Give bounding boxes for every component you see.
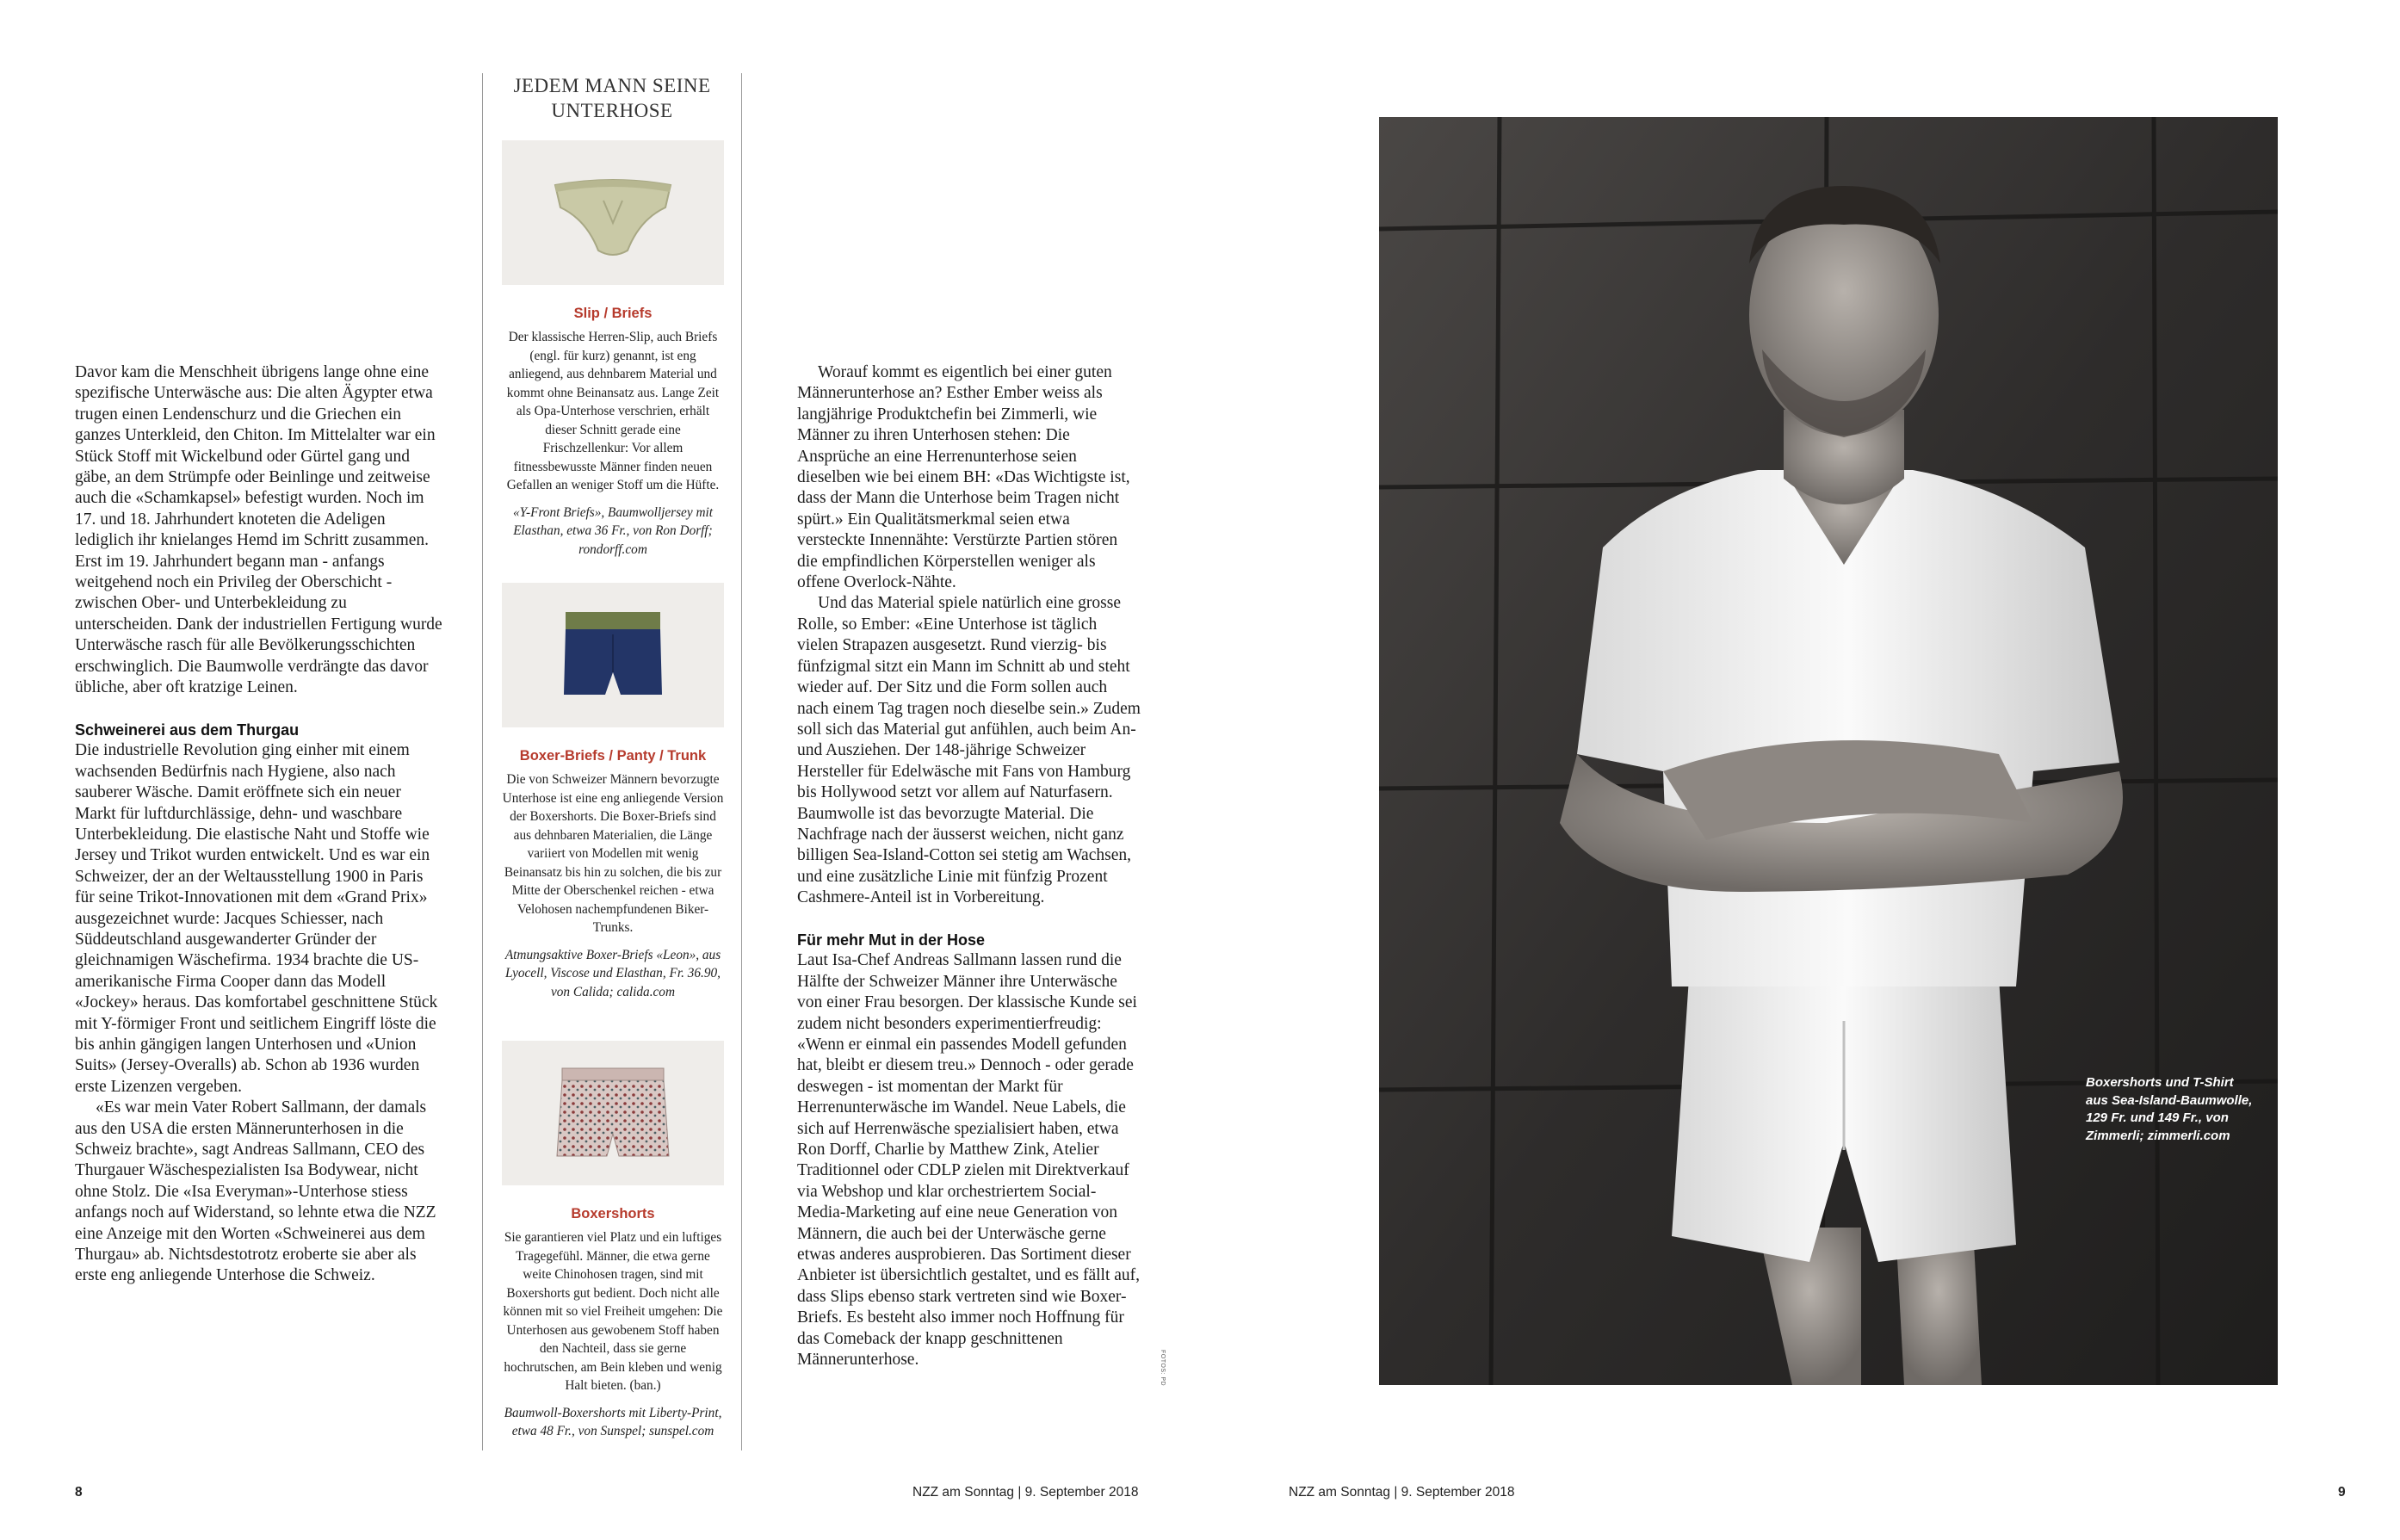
product-boxershorts — [502, 1041, 724, 1441]
product-boxer-briefs — [502, 583, 724, 1001]
man-portrait-photo — [1379, 117, 2278, 1385]
subheading: Für mehr Mut in der Hose — [797, 931, 986, 949]
paragraph: Die industrielle Revolution ging einher mit einem wachsenden Bedürfnis nach Hygiene, also nach sauberer Wäsche. Damit eröffnete sich ein neuer Markt für luftdurchlässige, dehn- und waschbare Unterbekleidung. Die elastische Naht und Stoffe wie Jersey und Trikot wurden entwickelt. Und es war ein Schweizer, der an der Weltausstellung 1900 in Paris für seine Trikot-Innovationen mit dem «Grand Prix» ausgezeichnet wurde: Jacques Schiesser, nach Süddeutschland ausgewanderter Gründer der gleichnamigen Wäschefirma. 1934 brachte die US-amerikanische Firma Cooper dann das Modell «Jockey» heraus. Das komfortabel geschnittene Stück mit Y-förmiger Front und seitlichem Eingriff löste die bis anhin gängigen langen Unterhosen und «Union Suits» (Jersey-Overalls) ab. Schon ab 1936 wurden erste Lizenzen vergeben. — [75, 741, 438, 1096]
product-caption: Atmungsaktive Boxer-Briefs «Leon», aus Lyocell, Viscose und Elasthan, Fr. 36.90, von Calida; calida.com — [504, 947, 721, 999]
product-caption: «Y-Front Briefs», Baumwolljersey mit Elasthan, etwa 36 Fr., von Ron Dorff; rondorff.com — [513, 504, 713, 557]
publication-footer-left: NZZ am Sonntag | 9. September 2018 — [912, 1485, 1139, 1500]
product-name: Boxer-Briefs / Panty / Trunk — [519, 748, 707, 764]
page-number-right: 9 — [2338, 1485, 2346, 1500]
product-description: Der klassische Herren-Slip, auch Briefs (engl. für kurz) genannt, ist eng anliegend, aus dehnbarem Material und kommt ohne Beinansatz aus. Lange Zeit als Opa-Unterhose verschrien, erhält dieser Schnitt gerade eine Frischzellenkur: Vor allem fitnessbewusste Männer finden neuen Gefallen an weniger Stoff um die Hüfte. — [506, 330, 720, 492]
product-description: Sie garantieren viel Platz und ein luftiges Tragegefühl. Männer, die etwa gerne weite Chinohosen tragen, sind mit Boxershorts gut bedient. Doch nicht alle können mit so viel Freiheit umgehen: Die Unterhosen aus gewobenem Stoff haben den Nachteil, dass sie gerne hochrutschen, am Bein kleben und wenig Halt bieten. (ban.) — [503, 1230, 723, 1393]
photo-caption: Boxershorts und T-Shirt aus Sea-Island-Baumwolle, 129 Fr. und 149 Fr., von Zimmerli; zimmerli.com — [2086, 1075, 2253, 1143]
article-column-3 — [797, 362, 1141, 1370]
product-name: Boxershorts — [571, 1206, 655, 1221]
product-description: Die von Schweizer Männern bevorzugte Unterhose ist eine eng anliegende Version der Boxershorts. Die Boxer-Briefs sind aus dehnbaren Materialien, die Länge variiert von Modellen mit wenig Beinansatz bis hin zu solchen, die bis zur Mitte der Oberschenkel reichen - etwa Velohosen nachempfundenen Biker-Trunks. — [502, 772, 724, 935]
boxer-briefs-icon — [502, 583, 724, 727]
photo-credit: FOTOS: PD — [1160, 1350, 1166, 1387]
publication-footer-right: NZZ am Sonntag | 9. September 2018 — [1289, 1485, 1515, 1500]
product-briefs — [502, 140, 724, 559]
boxershorts-icon — [502, 1041, 724, 1185]
paragraph: Worauf kommt es eigentlich bei einer guten Männerunterhose an? Esther Ember weiss als langjährige Produktchefin bei Zimmerli, wie Männer zu ihren Unterhosen stehen: Die Ansprüche an eine Herrenunterhose seien dieselben wie bei einem BH: «Das Wichtigste ist, dass der Mann die Unterhose beim Tragen nicht spürt.» Ein Qualitätsmerkmal seien etwa versteckte Innennähte: Verstürzte Partien stören die empfindlichen Körperstellen weniger als offene Overlock-Nähte. — [797, 363, 1130, 592]
paragraph: Und das Material spiele natürlich eine grosse Rolle, so Ember: «Eine Unterhose ist täglich vielen Strapazen ausgesetzt. Rund vierzig- bis fünfzigmal sitzt ein Mann im Schnitt ab und steht wieder auf. Der Sitz und die Form sollen auch nach einem Tag tragen noch dieselbe sein.» Zudem soll sich das Material gut anfühlen, auch beim An- und Ausziehen. Der 148-jährige Schweizer Hersteller für Edelwäsche mit Fans von Hamburg bis Hollywood setzt vor allem auf Naturfasern. Baumwolle ist das bevorzugte Material. Die Nachfrage nach der äusserst weichen, nicht ganz billigen Sea-Island-Cotton sei stetig am Wachsen, und eine zusätzliche Linie mit fünfzig Prozent Cashmere-Anteil ist in Vorbereitung. — [797, 594, 1141, 907]
sidebar-title: JEDEM MANN SEINE UNTERHOSE — [513, 75, 711, 121]
briefs-icon — [502, 140, 724, 285]
sidebar-box — [482, 73, 742, 1450]
subheading: Schweinerei aus dem Thurgau — [75, 721, 300, 739]
product-caption: Baumwoll-Boxershorts mit Liberty-Print, etwa 48 Fr., von Sunspel; sunspel.com — [504, 1405, 722, 1438]
paragraph: Laut Isa-Chef Andreas Sallmann lassen rund die Hälfte der Schweizer Männer ihre Unterwäsche von einer Frau besorgen. Der klassische Kunde sei zudem nicht besonders experimentierfreudig: «Wenn er einmal ein passendes Modell gefunden hat, bleibt er diesem treu.» Dennoch - oder gerade deswegen - ist momentan der Markt für Herrenunterwäsche im Wandel. Neue Labels, die sich auf Herrenwäsche spezialisiert haben, etwa Ron Dorff, Charlie by Matthew Zink, Atelier Traditionnel oder CDLP zielen mit Direktverkauf via Webshop und klar orchestriertem Social-Media-Marketing auf eine neue Generation von Männern, die auch bei der Unterwäsche gerne etwas anderes ausprobieren. Das Sortiment dieser Anbieter ist übersichtlich gestaltet, und es fällt auf, dass Slips ebenso stark vertreten sind wie Boxer-Briefs. Es besteht also immer noch Hoffnung für das Comeback der knapp geschnittenen Männerunterhose. — [797, 951, 1141, 1370]
article-column-1 — [75, 362, 445, 1287]
page-number-left: 8 — [75, 1485, 83, 1500]
product-name: Slip / Briefs — [573, 306, 653, 321]
paragraph: «Es war mein Vater Robert Sallmann, der damals aus den USA die ersten Männerunterhosen in die Schweiz brachte», sagt Andreas Sallmann, CEO des Thurgauer Wäschespezialisten Isa Bodywear, nicht ohne Stolz. Die «Isa Everyman»-Unterhose stiess anfangs noch auf Widerstand, so lehnte etwa die NZZ eine Anzeige mit den Worten «Schweinerei aus dem Thurgau» ab. Nichtsdestotrotz eroberte sie aber als erste eng anliegende Unterhose die Schweiz. — [75, 1098, 436, 1285]
paragraph: Davor kam die Menschheit übrigens lange ohne eine spezifische Unterwäsche aus: Die alten Ägypter etwa trugen einen Lendenschurz und die Griechen ein ganzes Unterkleid, den Chiton. Im Mittelalter war ein Stück Stoff mit Wickelbund oder Gürtel gang und gäbe, an dem Strümpfe oder Beinlinge und zeitweise auch die «Schamkapsel» befestigt wurden. Noch im 17. und 18. Jahrhundert knoteten die Adeligen lediglich ihr knielanges Hemd im Schritt zusammen. Erst im 19. Jahrhundert begann man - anfangs weitgehend noch ein Privileg der Oberschicht - zwischen Ober- und Unterbekleidung zu unterscheiden. Dank der industriellen Fertigung wurde Unterwäsche rasch für alle Bevölkerungsschichten erschwinglich. Die Baumwolle verdrängte das davor übliche, aber oft kratzige Leinen. — [75, 363, 442, 697]
